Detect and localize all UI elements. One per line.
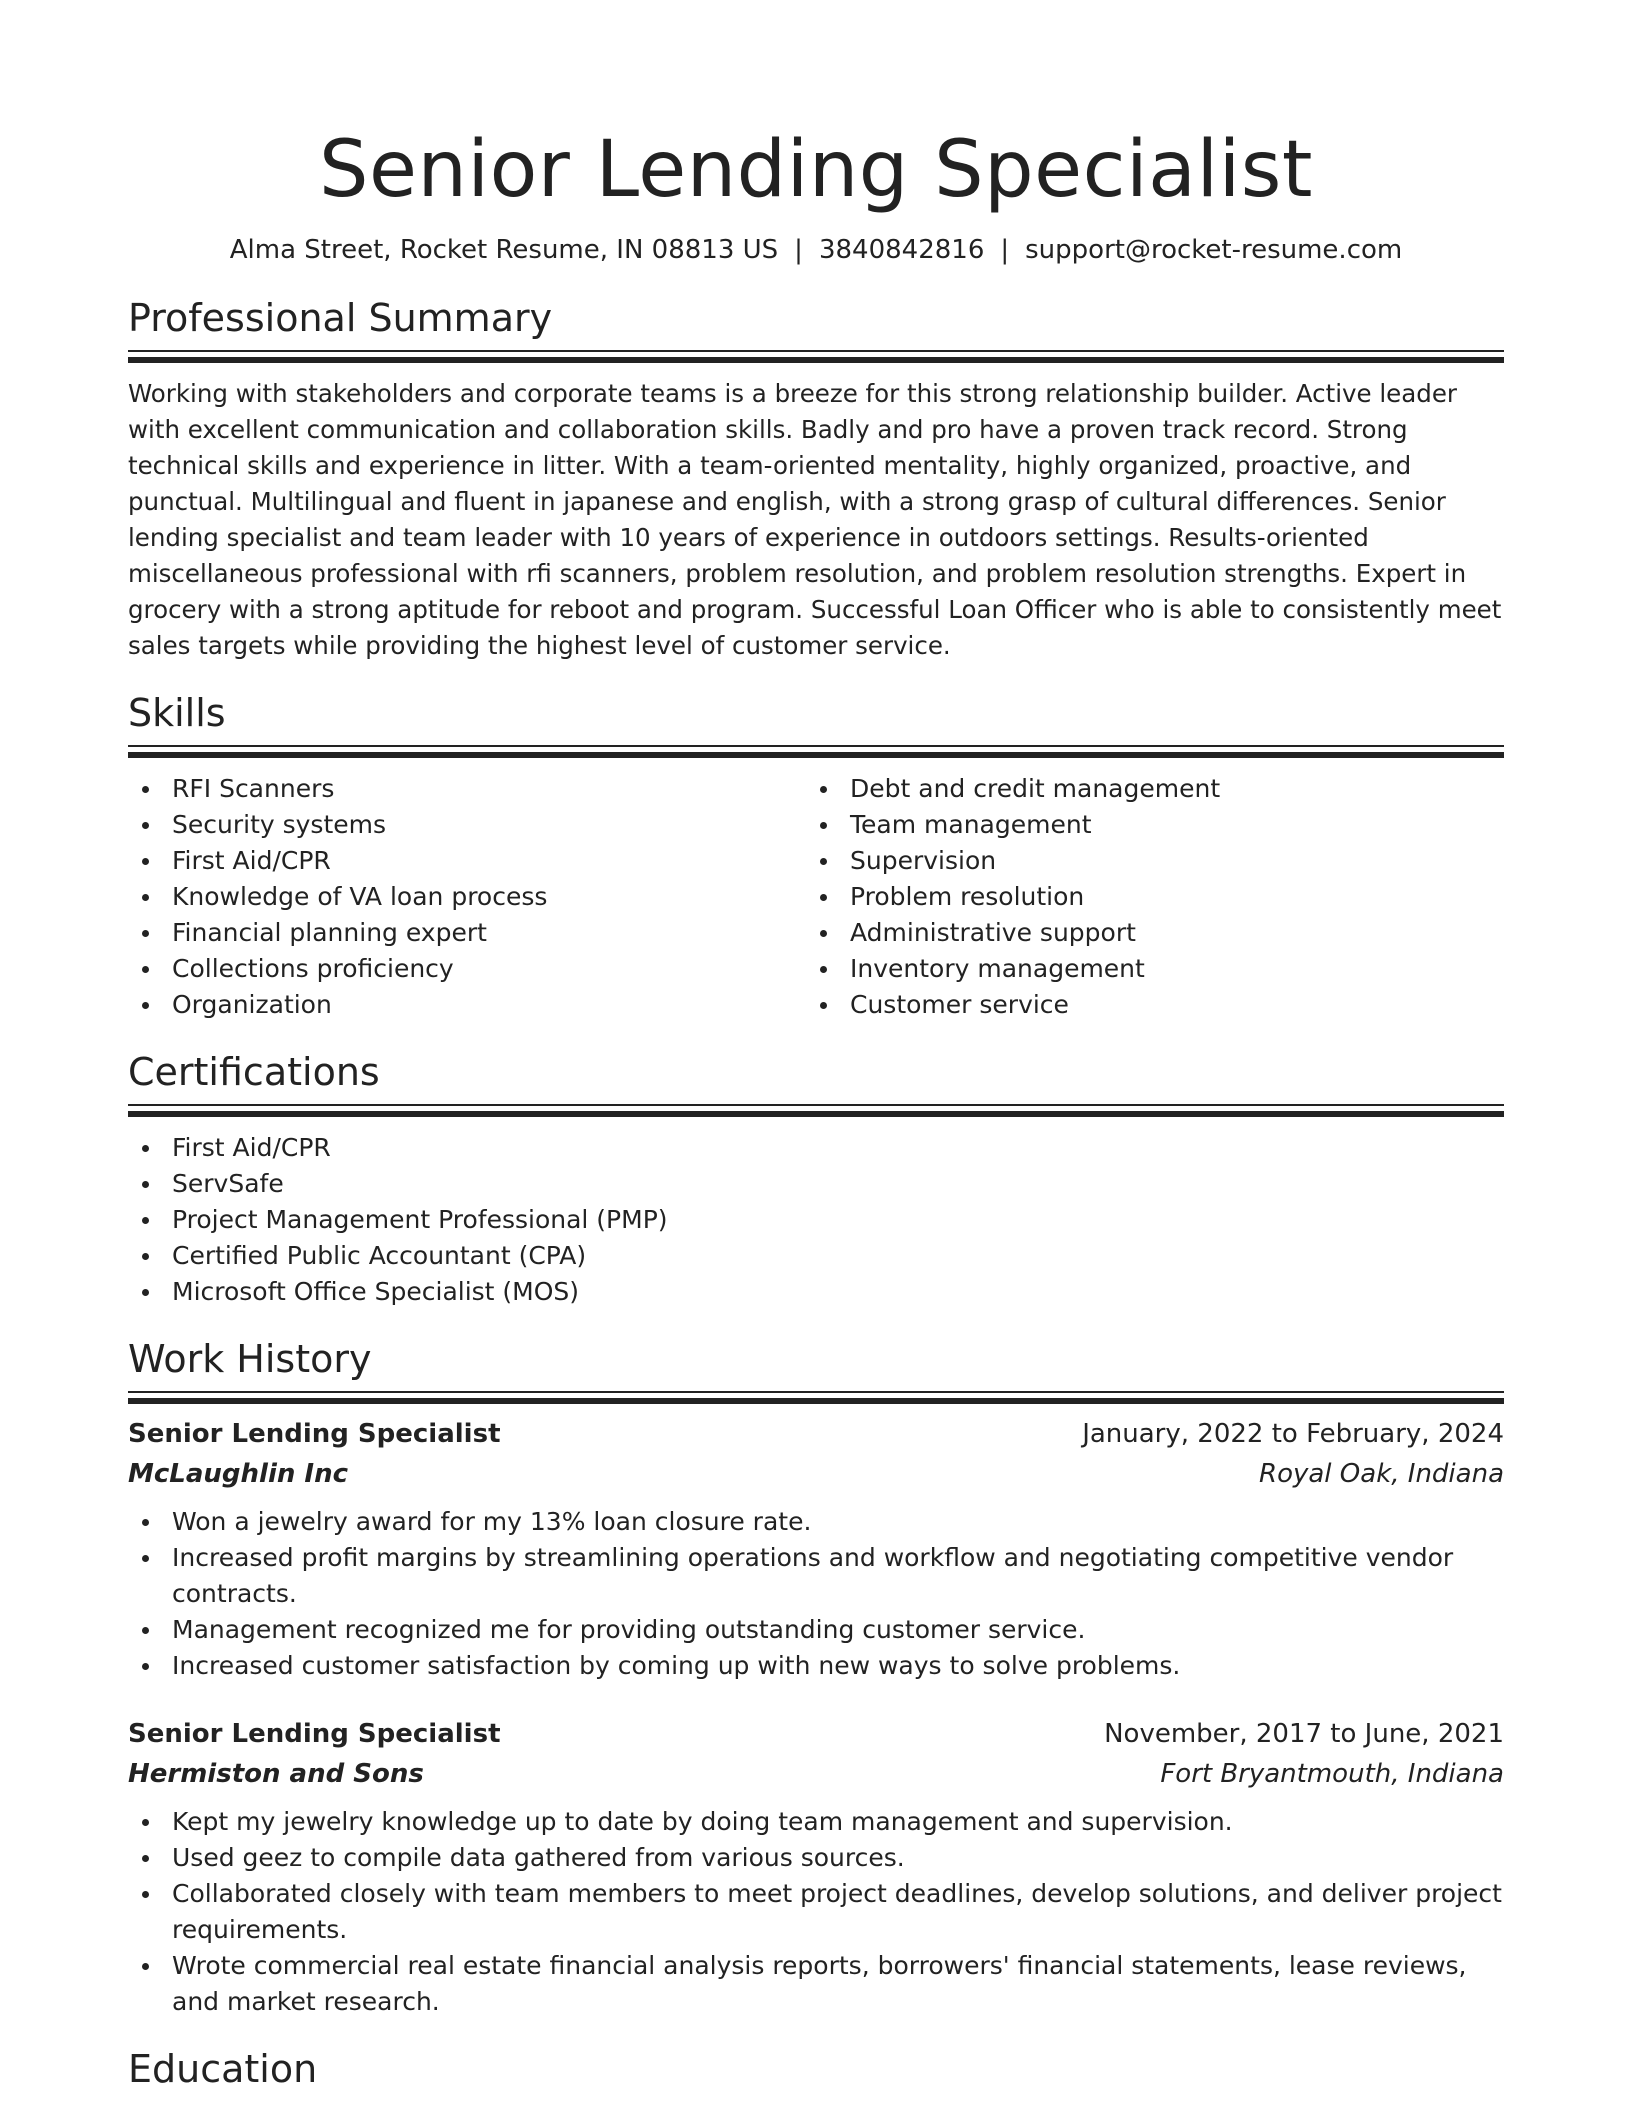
skills-list-left (128, 771, 806, 1023)
skills-columns (128, 771, 1504, 1023)
section-title-certifications: Certifications (128, 1050, 380, 1094)
certification-item: First Aid/CPR (128, 1130, 1504, 1166)
certifications-list (128, 1130, 1504, 1310)
job-title: Senior Lending Specialist (128, 1419, 501, 1449)
contact-address: Alma Street, Rocket Resume, IN 08813 US (229, 235, 779, 265)
resume-page (128, 0, 1504, 2093)
section-divider (128, 1104, 1504, 1117)
certification-item: Certified Public Accountant (CPA) (128, 1238, 1504, 1274)
skill-item: Debt and credit management (806, 771, 1484, 807)
section-title-summary: Professional Summary (128, 296, 553, 340)
section-title-work-history: Work History (128, 1337, 372, 1381)
contact-separator: | (794, 235, 803, 265)
skill-item: Collections proficiency (128, 951, 806, 987)
section-title-education: Education (128, 2047, 318, 2091)
job-bullet: Increased customer satisfaction by coming up with new ways to solve problems. (128, 1648, 1504, 1684)
skill-item: Knowledge of VA loan process (128, 879, 806, 915)
contact-separator: | (1000, 235, 1010, 265)
summary-text: Working with stakeholders and corporate teams is a breeze for this strong relationship builder. Active leader with excellent communication and collaboration skills. Badly and pro have a proven track record. Strong technical skills and experience in litter. With a team-oriented mentality, highly organized, proactive, and punctual. Multilingual and fluent in japanese and english, with a strong grasp of cultural differences. Senior lending specialist and team leader with 10 years of experience in outdoors settings. Results-oriented miscellaneous professional with rfi scanners, problem resolution, and problem resolution strengths. Expert in grocery with a strong aptitude for reboot and program. Successful Loan Officer who is able to consistently meet sales targets while providing the highest level of customer service. (128, 379, 1502, 660)
job-bullet: Won a jewelry award for my 13% loan closure rate. (128, 1504, 1504, 1540)
job-bullets (128, 1804, 1504, 2020)
job-bullet: Wrote commercial real estate financial analysis reports, borrowers' financial statements, lease reviews, and market research. (128, 1948, 1504, 2020)
skill-item: Administrative support (806, 915, 1484, 951)
skill-item: First Aid/CPR (128, 843, 806, 879)
education-section (128, 2045, 1504, 2093)
skill-item: Inventory management (806, 951, 1484, 987)
job-bullets (128, 1504, 1504, 1684)
contact-email: support@rocket-resume.com (1025, 235, 1403, 265)
section-title-skills: Skills (128, 691, 226, 735)
candidate-name: Senior Lending Specialist (318, 125, 1314, 215)
skills-list-right (806, 771, 1484, 1023)
summary-section (128, 294, 1504, 664)
skill-item: RFI Scanners (128, 771, 806, 807)
job-dates: January, 2022 to February, 2024 (1082, 1419, 1504, 1449)
skill-item: Security systems (128, 807, 806, 843)
certifications-section (128, 1048, 1504, 1310)
job-title: Senior Lending Specialist (128, 1719, 501, 1749)
job-bullet: Collaborated closely with team members to meet project deadlines, develop solutions, and deliver project requirements. (128, 1876, 1504, 1948)
job-bullet: Kept my jewelry knowledge up to date by doing team management and supervision. (128, 1804, 1504, 1840)
section-divider (128, 1391, 1504, 1404)
skill-item: Financial planning expert (128, 915, 806, 951)
skill-item: Problem resolution (806, 879, 1484, 915)
job-bullet: Increased profit margins by streamlining operations and workflow and negotiating competitive vendor contracts. (128, 1540, 1504, 1612)
job-company-row (128, 1754, 1504, 1794)
contact-phone: 3840842816 (818, 235, 985, 265)
skill-item: Customer service (806, 987, 1484, 1023)
certification-item: ServSafe (128, 1166, 1504, 1202)
skill-item: Organization (128, 987, 806, 1023)
skills-section (128, 689, 1504, 1023)
job-location: Fort Bryantmouth, Indiana (1160, 1759, 1504, 1789)
contact-line (128, 232, 1504, 268)
certification-item: Project Management Professional (PMP) (128, 1202, 1504, 1238)
certification-item: Microsoft Office Specialist (MOS) (128, 1274, 1504, 1310)
job-dates: November, 2017 to June, 2021 (1104, 1719, 1504, 1749)
section-divider (128, 350, 1504, 363)
skill-item: Supervision (806, 843, 1484, 879)
job-company: McLaughlin Inc (128, 1459, 349, 1489)
job-location: Royal Oak, Indiana (1259, 1459, 1504, 1489)
job-company: Hermiston and Sons (128, 1759, 424, 1789)
section-divider (128, 745, 1504, 758)
job-bullet: Used geez to compile data gathered from various sources. (128, 1840, 1504, 1876)
job-bullet: Management recognized me for providing outstanding customer service. (128, 1612, 1504, 1648)
job-company-row (128, 1454, 1504, 1494)
job-entry (128, 1414, 1504, 1684)
skill-item: Team management (806, 807, 1484, 843)
job-header-row (128, 1414, 1504, 1454)
work-history-section (128, 1335, 1504, 2020)
job-header-row (128, 1714, 1504, 1754)
job-entry (128, 1714, 1504, 2020)
